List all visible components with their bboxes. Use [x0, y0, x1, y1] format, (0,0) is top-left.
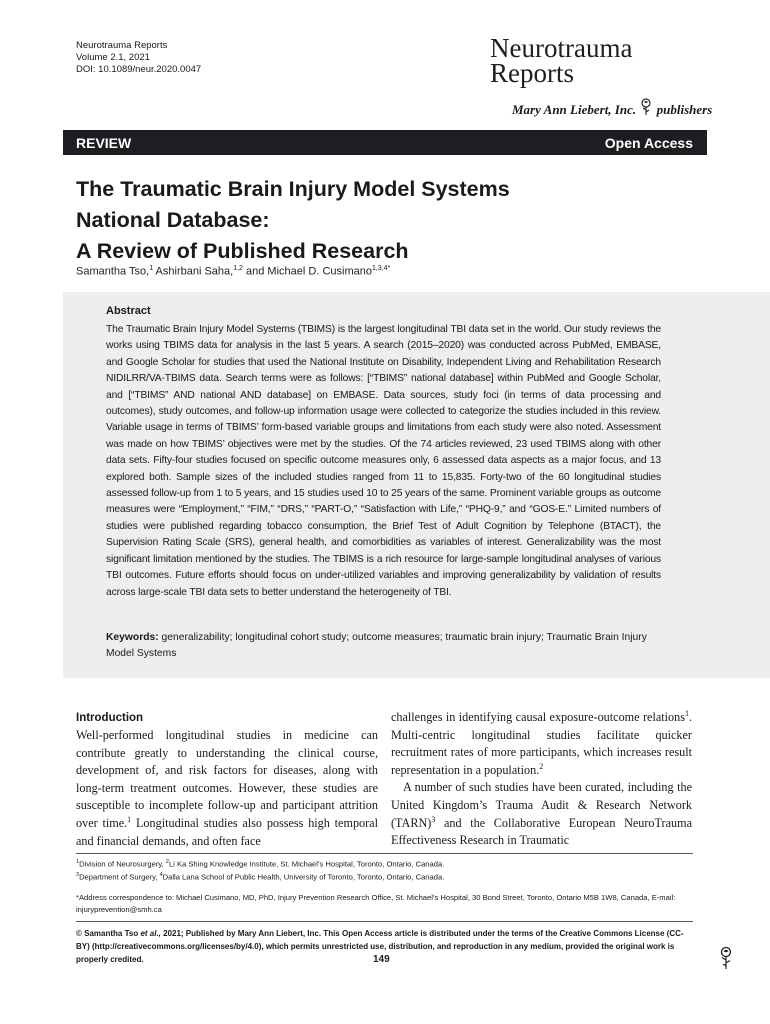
reference-link[interactable]: 1 — [684, 708, 689, 718]
affiliations — [76, 857, 693, 883]
body-text: and the Collaborative European NeuroTrauma Effectiveness Research in Traumatic — [391, 815, 692, 848]
keywords-text: generalizability; longitudinal cohort study; outcome measures; traumatic brain injury; Traumatic Brain Injury Model Systems — [106, 632, 647, 660]
abstract-heading: Abstract — [106, 305, 151, 317]
body-paragraph — [76, 727, 378, 850]
publisher-logo — [512, 98, 712, 118]
rose-icon — [639, 98, 653, 116]
open-access-label: Open Access — [604, 135, 693, 151]
section-band — [63, 130, 707, 155]
page-number: 149 — [373, 954, 390, 965]
body-paragraph — [391, 709, 692, 779]
journal-name: Neurotrauma Reports — [76, 40, 168, 51]
rose-icon — [718, 946, 734, 970]
section-label: REVIEW — [76, 135, 132, 151]
title-line: A Review of Published Research — [76, 239, 409, 263]
author-name: Ashirbani Saha, — [155, 265, 234, 278]
footnote-divider — [76, 853, 693, 854]
author-list — [76, 265, 390, 278]
title-line: The Traumatic Brain Injury Model Systems — [76, 177, 510, 201]
journal-doi: DOI: 10.1089/neur.2020.0047 — [76, 64, 202, 75]
journal-meta — [76, 40, 201, 76]
correspondence-note: *Address correspondence to: Michael Cusimano, MD, PhD, Injury Prevention Research Office, St. Michael’s Hospital, 30 Bond Street, Toronto, Ontario M5B 1W8, Canada, E-mail: injuryprevention@smh.ca — [76, 893, 676, 914]
body-paragraph — [391, 779, 692, 849]
body-column-left — [76, 709, 378, 850]
license-divider — [76, 921, 693, 922]
body-text: Well-performed longitudinal studies in medicine can contribute greatly to understanding the clinical course, development of, and risk factors for diseases, along with long-term treatment outcomes. However, these studies are susceptible to incomplete follow-up and participant attrition over time. — [76, 728, 378, 830]
body-column-right — [391, 709, 692, 850]
body-text: Longitudinal studies also possess high temporal and financial demands, and often face — [76, 815, 378, 848]
author-name: Samantha Tso, — [76, 265, 150, 278]
affiliation-line: $^3$Department of Surgery, $^4$Dalla Lana School of Public Health, University of Toronto, Toronto, Ontario, Canada. — [76, 872, 445, 882]
reference-link[interactable]: 3 — [431, 814, 436, 824]
author-name: and Michael D. Cusimano — [246, 265, 372, 278]
journal-volume: Volume 2.1, 2021 — [76, 52, 150, 63]
author-affiliation: 1,3,4* — [371, 265, 391, 272]
title-line: National Database: — [76, 208, 270, 232]
author-affiliation: 1,2 — [233, 265, 243, 272]
section-heading-introduction: Introduction — [76, 712, 144, 724]
article-title — [76, 174, 636, 267]
body-text: A number of such studies have been curated, including the United Kingdom’s Trauma Audit & Research Network (TARN) — [391, 780, 692, 830]
keywords-label: Keywords: — [106, 632, 159, 643]
logo-line-2: Reports — [490, 58, 574, 88]
journal-logo — [490, 33, 713, 117]
body-text: . Multi-centric longitudinal studies facilitate quicker recruitment rates of more participants, which increases result representation in a population. — [391, 710, 692, 777]
body-text: challenges in identifying causal exposure-outcome relations — [391, 710, 685, 724]
publisher-suffix: publishers — [656, 102, 713, 117]
reference-link[interactable]: 1 — [127, 814, 132, 824]
license-note: © Samantha Tso et al., 2021; Published by Mary Ann Liebert, Inc. This Open Access article is distributed under the terms of the Creative Commons License (CC-BY) (http://creativecommons.org/licenses/by/4.0), which permits unrestricted use, distribution, and reproduction in any medium, provided the original work is properly credited. — [76, 929, 684, 964]
affiliation-line: $^1$Division of Neurosurgery, $^2$Li Ka Shing Knowledge Institute, St. Michael’s Hospital, Toronto, Ontario, Canada. — [76, 859, 445, 869]
author-affiliation: 1 — [149, 265, 154, 272]
keywords — [106, 630, 661, 663]
reference-link[interactable]: 2 — [539, 761, 544, 771]
abstract-text: The Traumatic Brain Injury Model Systems (TBIMS) is the largest longitudinal TBI data set in the world. Our study reviews the works using TBIMS data for analysis in the last 5 years. A search (2015–2020) was conducted across PubMed, EMBASE, and Google Scholar for studies that used the National Institute on Disability, Independent Living and Rehabilitation Research NIDILRR/VA-TBIMS data. Search terms were as follows: [“TBIMS” national database] within PubMed and Google Scholar, and [“TBIMS” AND national AND database] on EMBASE. Data sources, study foci (in terms of data processing and outcomes), study outcomes, and follow-up information usage were collected to categorize the studies included in this review. Variable usage in terms of TBIMS’ form-based variable groups and limitations from each study were also noted. Assessment was made on how TBIMS’ objectives were met by the studies. Of the 74 articles reviewed, 23 used TBIMS along with other data sets. Fifty-four studies focused on specific outcome measures only, 6 assessed data aspects as a major focus, and 13 explored both. Sample sizes of the included studies ranged from 11 to 15,835. Forty-two of the 60 longitudinal studies assessed follow-up from 1 to 5 years, and 15 studies used 10 to 25 years of the same. Prominent variable groups as outcome measures were “Employment,” “FIM,” “DRS,” “PART-O,” “Satisfaction with Life,” “PHQ-9,” and “GOS-E.” Limited numbers of studies were published regarding tobacco consumption, the Brief Test of Adult Cognition by Telephone (BTACT), the Supervision Rating Scale (SRS), general health, and comorbidities as variables of interest. Generalizability was the most significant limitation mentioned by the studies. The TBIMS is a rich resource for large-sample longitudinal analyses of various TBI outcomes. Future efforts should focus on under-utilized variables and improving generalizability by validation of results across large-scale TBI data sets to better understand the heterogeneity of TBI. — [106, 324, 661, 598]
publisher-name: Mary Ann Liebert, Inc. — [512, 102, 637, 117]
logo-line-1: Neurotrauma — [490, 33, 633, 63]
